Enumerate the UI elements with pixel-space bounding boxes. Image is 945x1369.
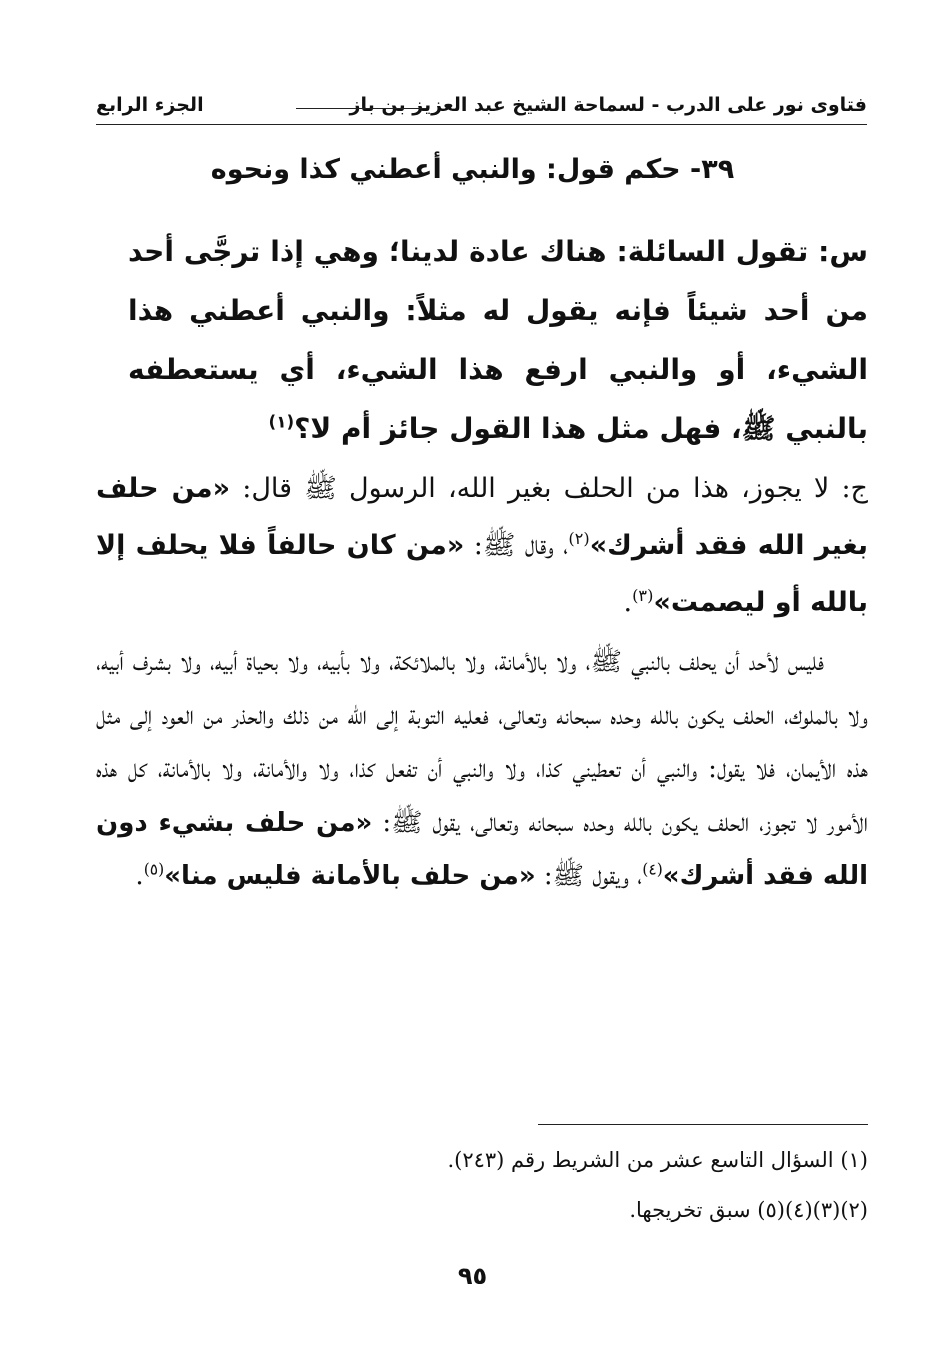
footnote-ref: (٣)	[632, 586, 654, 605]
hadith-quote: «من حلف بغير الله فقد أشرك»	[96, 473, 868, 561]
footnote: (١) السؤال التاسع عشر من الشريط رقم (٢٤٣).	[447, 1148, 868, 1172]
hadith-quote: «من كان حالفاً فلا يحلف إلا بالله أو ليصمت»	[96, 530, 868, 618]
running-header	[96, 88, 867, 125]
footnote-separator	[538, 1124, 868, 1125]
explanation-paragraph	[96, 636, 868, 904]
question-text: تقول السائلة: هناك عادة لدينا؛ وهي إذا ترجَّى أحد من أحد شيئاً فإنه يقول له مثلاً: والنبي أعطني هذا الشيء، أو والنبي ارفع هذا الشيء، أي يستعطفه بالنبي ﷺ، فهل مثل هذا القول جائز أم لا؟	[128, 235, 868, 445]
question-paragraph	[128, 222, 868, 458]
explanation-connector: ، ويقول ﷺ:	[543, 861, 643, 891]
answer-intro: لا يجوز، هذا من الحلف بغير الله، الرسول ﷺ قال:	[242, 473, 830, 504]
page-number: ٩٥	[457, 1262, 488, 1290]
explanation-end: .	[135, 861, 144, 891]
explanation-text: فليس لأحد أن يحلف بالنبي ﷺ، ولا بالأمانة، ولا بالملائكة، ولا بأبيه، ولا بحياة أبيه، ولا بشرف أبيه، ولا بالملوك، الحلف يكون بالله وحده سبحانه وتعالى، فعليه التوبة إلى الله من ذلك والحذر من العود إلى مثل هذه الأيمان، فلا يقول: والنبي أن تعطيني كذا، ولا والنبي أن تفعل كذا، ولا والأمانة، ولا بالأمانة، كل هذه الأمور لا تجوز، الحلف يكون بالله وحده سبحانه وتعالى، يقول ﷺ:	[96, 647, 869, 838]
footnote-ref: (١)	[268, 411, 295, 432]
footnote-ref: (٤)	[642, 860, 663, 879]
footnote-ref: (٥)	[143, 860, 165, 879]
book-title: فتاوى نور على الدرب - لسماحة الشيخ عبد العزيز بن باز	[349, 94, 867, 116]
hadith-quote: «من حلف بالأمانة فليس منا»	[164, 861, 536, 891]
section-title: ٣٩- حكم قول: والنبي أعطني كذا ونحوه	[210, 154, 735, 185]
answer-connector: ، وقال ﷺ:	[473, 530, 569, 561]
answer-paragraph	[96, 460, 868, 631]
hadith-quote: «من حلف بشيء دون الله فقد أشرك»	[96, 807, 868, 891]
question-prefix: س:	[818, 235, 868, 268]
answer-prefix: ج:	[841, 473, 868, 504]
volume-label: الجزء الرابع	[96, 94, 204, 116]
footnotes	[300, 1135, 868, 1235]
answer-end: .	[623, 587, 633, 618]
footnote: (٢)(٣)(٤)(٥) سبق تخريجها.	[629, 1198, 868, 1222]
header-rule	[296, 108, 426, 109]
footnote-ref: (٢)	[568, 529, 590, 548]
